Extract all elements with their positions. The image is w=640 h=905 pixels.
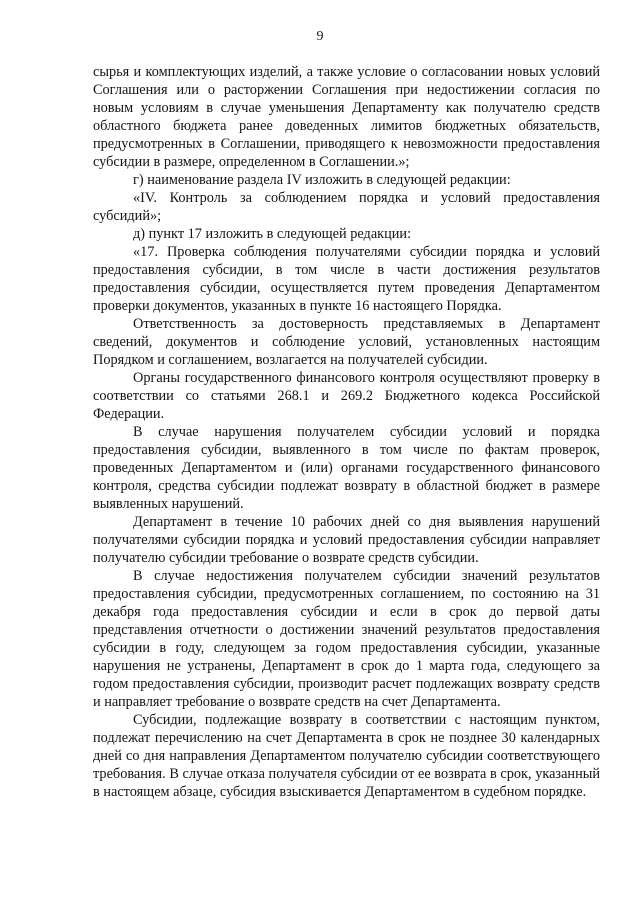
- paragraph-clause-17: «17. Проверка соблюдения получателями субсидии порядка и условий предоставления субсидии, в том числе в части достижения результатов предоставления субсидии, осуществляется путем проведения Департаментом проверки документов, указанных в пункте 16 настоящего Порядка.: [93, 244, 600, 314]
- paragraph-continuation: сырья и комплектующих изделий, а также условие о согласовании новых условий Соглашения или о расторжении Соглашения при недостижении согласия по новым условиям в случае уменьшения Департаменту как получателю средств областного бюджета ранее доведенных лимитов бюджетных обязательств, предусмотренных в Соглашении, приводящего к невозможности предоставления субсидии в размере, определенном в Соглашении.»;: [93, 64, 600, 170]
- paragraph-amendment-d: д) пункт 17 изложить в следующей редакции:: [133, 226, 412, 242]
- paragraph-return-request: Департамент в течение 10 рабочих дней со дня выявления нарушений получателями субсидии порядка и условий предоставления субсидии направляет получателю субсидии требование о возврате средств субсидии.: [93, 514, 600, 566]
- page-number: 9: [316, 29, 324, 44]
- paragraph-results-not-achieved: В случае недостижения получателем субсидии значений результатов предоставления субсидии, предусмотренных соглашением, по состоянию на 31 декабря года предоставления субсидии и если в срок до первой даты представления отчетности о достижении значений результатов предоставления субсидии в году, следующем за годом предоставления субсидии, указанные нарушения не устранены, Департамент в срок до 1 марта года, следующего за годом предоставления субсидии, производит расчет подлежащих возврату средств и направляет требование о возврате средств на счет Департамента.: [93, 568, 600, 710]
- paragraph-return-deadline: Субсидии, подлежащие возврату в соответствии с настоящим пунктом, подлежат перечислению на счет Департамента в срок не позднее 30 календарных дней со дня направления Департаментом получателю субсидии соответствующего требования. В случае отказа получателя субсидии от ее возврата в срок, указанный в настоящем абзаце, субсидия взыскивается Департаментом в судебном порядке.: [93, 712, 600, 800]
- document-body: [93, 63, 600, 801]
- paragraph-section-iv-title: «IV. Контроль за соблюдением порядка и условий предоставления субсидий»;: [93, 190, 600, 224]
- paragraph-responsibility: Ответственность за достоверность представляемых в Департамент сведений, документов и соблюдение условий, установленных настоящим Порядком и соглашением, возлагается на получателей субсидии.: [93, 316, 600, 368]
- paragraph-violation-return: В случае нарушения получателем субсидии условий и порядка предоставления субсидии, выявленного в том числе по фактам проверок, проведенных Департаментом и (или) органами государственного финансового контроля, средства субсидии подлежат возврату в областной бюджет в размере выявленных нарушений.: [93, 424, 600, 512]
- paragraph-amendment-g: г) наименование раздела IV изложить в следующей редакции:: [133, 172, 511, 188]
- paragraph-financial-control: Органы государственного финансового контроля осуществляют проверку в соответствии со статьями 268.1 и 269.2 Бюджетного кодекса Российской Федерации.: [93, 370, 600, 422]
